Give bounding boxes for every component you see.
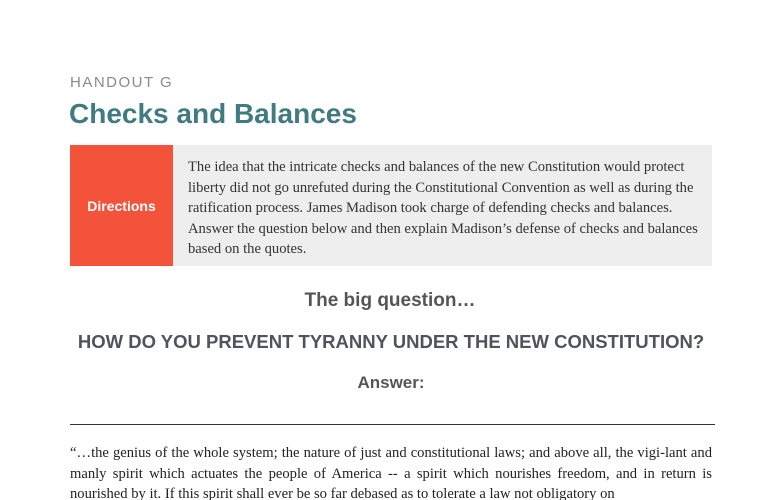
page-title: Checks and Balances	[69, 98, 357, 129]
madison-quote: “…the genius of the whole system; the nature of just and constitutional laws; and above all, the vigi-lant and manly spirit which actuates the people of America -- a spirit which nourishes freedom, and in return is nourished by it. If this spirit shall ever be so far debased as to tolerate a law not obligatory on	[70, 445, 712, 500]
directions-box	[70, 145, 712, 266]
directions-text: The idea that the intricate checks and balances of the new Constitution would protect liberty did not go unrefuted during the Constitutional Convention as well as during the ratification process. James Madison took charge of defending checks and balances. Answer the question below and then explain Madison’s defense of checks and balances based on the quotes.	[188, 159, 698, 257]
big-question-heading: The big question…	[304, 290, 476, 311]
directions-tab	[70, 145, 173, 266]
main-question: HOW DO YOU PREVENT TYRANNY UNDER THE NEW CONSTITUTION?	[77, 331, 705, 352]
answer-label: Answer:	[357, 373, 425, 392]
handout-label: HANDOUT G	[70, 74, 174, 91]
answer-line	[70, 424, 715, 425]
directions-label: Directions	[87, 197, 156, 214]
